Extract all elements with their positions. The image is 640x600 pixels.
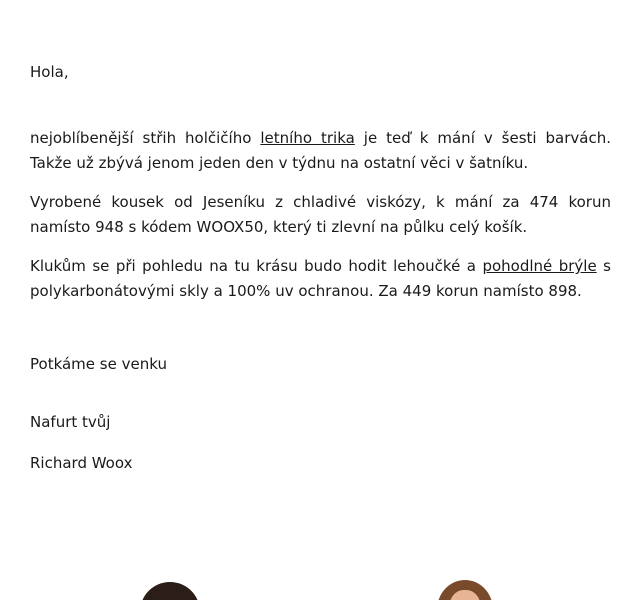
paragraph-sunglasses-text-start: Klukům se při pohledu na tu krásu budo hodit lehoučké a xyxy=(30,257,483,275)
comfortable-glasses-link[interactable]: pohodlné brýle xyxy=(482,257,597,275)
paragraph-tshirt xyxy=(30,126,611,176)
signoff: Nafurt tvůj xyxy=(30,413,111,431)
closing-line: Potkáme se venku xyxy=(30,355,167,373)
paragraph-sunglasses-text-end: s polykarbonátovými skly a 100% uv ochranou. Za 449 korun namísto 898. xyxy=(30,257,611,300)
paragraph-discount: Vyrobené kousek od Jeseníku z chladivé viskózy, k mání za 474 korun namísto 948 s kódem WOOX50, který ti zlevní na půlku celý košík. xyxy=(30,193,611,236)
paragraph-tshirt-text-end: je teď k mání v šesti barvách. Takže už zbývá jenom jeden den v týdnu na ostatní věci v šatníku. xyxy=(30,129,612,172)
greeting: Hola, xyxy=(30,63,69,81)
paragraph-sunglasses xyxy=(30,254,611,304)
summer-tshirt-link[interactable]: letního trika xyxy=(260,129,355,147)
product-photo-left[interactable] xyxy=(130,578,210,600)
paragraph-tshirt-text-start: nejoblíbenější střih holčičího xyxy=(30,129,261,147)
product-photo-right[interactable] xyxy=(425,576,505,600)
signature: Richard Woox xyxy=(30,454,133,472)
email-body xyxy=(30,60,611,476)
photo-left-hair xyxy=(140,582,200,600)
